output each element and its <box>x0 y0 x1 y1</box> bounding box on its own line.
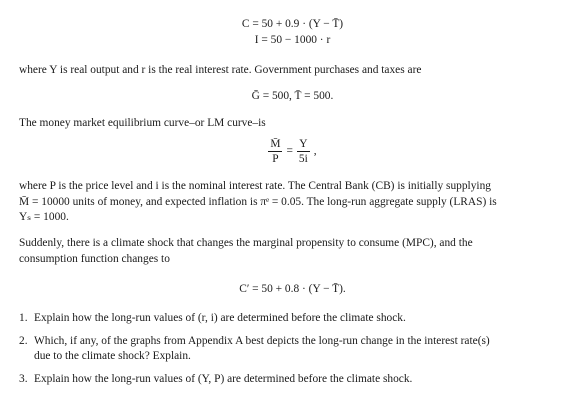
consumption-equation: C = 50 + 0.9 · (Y − T̄) <box>241 18 344 30</box>
policy-equation: Ḡ = 500, T̄ = 500. <box>251 90 334 102</box>
lm-rhs-denominator: 5i <box>298 153 308 165</box>
paragraph-output-definition <box>19 63 571 79</box>
lm-tail-punctuation: , <box>313 144 317 157</box>
paragraph-line: where Y is real output and r is the real interest rate. Government purchases and taxes are <box>19 64 422 76</box>
paragraph-climate-shock <box>19 236 571 267</box>
lm-equals-sign: = <box>286 144 293 157</box>
paragraph-line: M̄ = 10000 units of money, and expected inflation is πᵉ = 0.05. The long-run aggregate supply (LRAS) is <box>19 195 497 208</box>
investment-equation: I = 50 − 1000 · r <box>254 34 331 46</box>
question-number: 2. <box>19 335 28 347</box>
lm-equation <box>0 138 585 165</box>
lm-rhs-numerator: Y <box>297 138 310 152</box>
paragraph-line: The money market equilibrium curve–or LM curve–is <box>19 117 266 129</box>
lm-rhs-fraction <box>297 138 310 165</box>
paragraph-line: where P is the price level and i is the nominal interest rate. The Central Bank (CB) is initially supplying <box>19 180 491 192</box>
paragraph-lm-intro <box>19 116 571 132</box>
paragraph-line: Suddenly, there is a climate shock that changes the marginal propensity to consume (MPC), and the <box>19 237 473 249</box>
question-text: Which, if any, of the graphs from Appendix A best depicts the long-run change in the interest rate(s) <box>34 335 490 347</box>
new-consumption-equation: C′ = 50 + 0.8 · (Y − T̄). <box>239 283 346 295</box>
question-text: Explain how the long-run values of (r, i) are determined before the climate shock. <box>34 312 406 324</box>
paragraph-line: consumption function changes to <box>19 252 170 265</box>
lm-lhs-fraction <box>268 138 282 165</box>
paragraph-line: Yₛ = 1000. <box>19 211 69 223</box>
question-number: 1. <box>19 312 28 324</box>
question-text-continued: due to the climate shock? Explain. <box>34 350 191 362</box>
question-text: Explain how the long-run values of (Y, P) are determined before the climate shock. <box>34 373 413 385</box>
paragraph-price-definition <box>19 179 571 226</box>
lm-lhs-numerator: M̄ <box>270 138 281 150</box>
question-number: 3. <box>19 373 28 385</box>
lm-lhs-denominator: P <box>272 153 279 165</box>
